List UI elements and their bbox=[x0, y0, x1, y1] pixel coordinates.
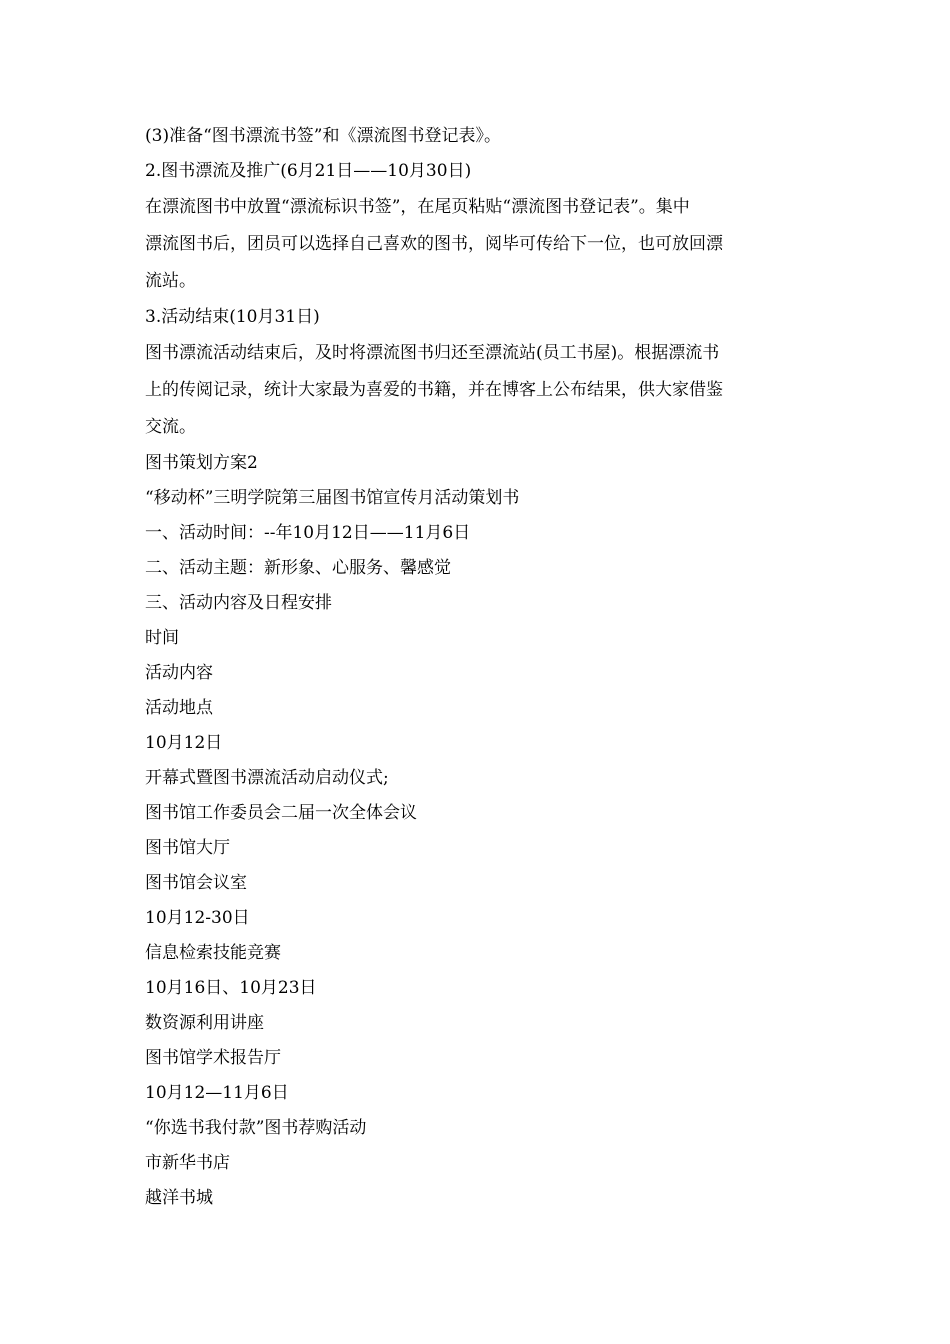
schedule-header-content: 活动内容 bbox=[145, 663, 213, 683]
schedule-item: 10月12—11月6日 bbox=[145, 1083, 289, 1103]
schedule-header-location: 活动地点 bbox=[145, 698, 213, 718]
paragraph-line: 在漂流图书中放置“漂流标识书签”，在尾页粘贴“漂流图书登记表”。集中 bbox=[145, 197, 690, 217]
schedule-item: 图书馆工作委员会二届一次全体会议 bbox=[145, 803, 417, 823]
document-body bbox=[145, 119, 810, 1216]
document-title: 图书策划方案2 bbox=[145, 453, 258, 473]
paragraph-line: 流站。 bbox=[145, 271, 196, 291]
schedule-item: 10月12-30日 bbox=[145, 908, 250, 928]
schedule-header-time: 时间 bbox=[145, 628, 179, 648]
activity-theme: 二、活动主题：新形象、心服务、馨感觉 bbox=[145, 558, 451, 578]
schedule-item: 市新华书店 bbox=[145, 1153, 230, 1173]
schedule-item: 图书馆大厅 bbox=[145, 838, 230, 858]
activity-time: 一、活动时间：--年10月12日——11月6日 bbox=[145, 523, 471, 543]
schedule-item: 图书馆学术报告厅 bbox=[145, 1048, 281, 1068]
schedule-item: “你选书我付款”图书荐购活动 bbox=[145, 1118, 367, 1138]
schedule-item: 10月16日、10月23日 bbox=[145, 978, 317, 998]
schedule-item: 图书馆会议室 bbox=[145, 873, 247, 893]
section-heading: 3.活动结束(10月31日) bbox=[145, 307, 320, 327]
section-heading: 2.图书漂流及推广(6月21日——10月30日) bbox=[145, 161, 472, 181]
paragraph-line: 上的传阅记录，统计大家最为喜爱的书籍，并在博客上公布结果，供大家借鉴 bbox=[145, 380, 723, 400]
schedule-item: 数资源利用讲座 bbox=[145, 1013, 264, 1033]
schedule-heading: 三、活动内容及日程安排 bbox=[145, 593, 332, 613]
schedule-item: 越洋书城 bbox=[145, 1188, 213, 1208]
paragraph-line: 交流。 bbox=[145, 417, 196, 437]
text-line: (3)准备“图书漂流书签”和《漂流图书登记表》。 bbox=[145, 126, 501, 146]
schedule-item: 10月12日 bbox=[145, 733, 223, 753]
schedule-item: 开幕式暨图书漂流活动启动仪式; bbox=[145, 768, 389, 788]
paragraph-line: 图书漂流活动结束后，及时将漂流图书归还至漂流站(员工书屋)。根据漂流书 bbox=[145, 343, 720, 363]
schedule-item: 信息检索技能竞赛 bbox=[145, 943, 281, 963]
document-subtitle: “移动杯”三明学院第三届图书馆宣传月活动策划书 bbox=[145, 488, 520, 508]
paragraph-line: 漂流图书后，团员可以选择自己喜欢的图书，阅毕可传给下一位，也可放回漂 bbox=[145, 234, 723, 254]
